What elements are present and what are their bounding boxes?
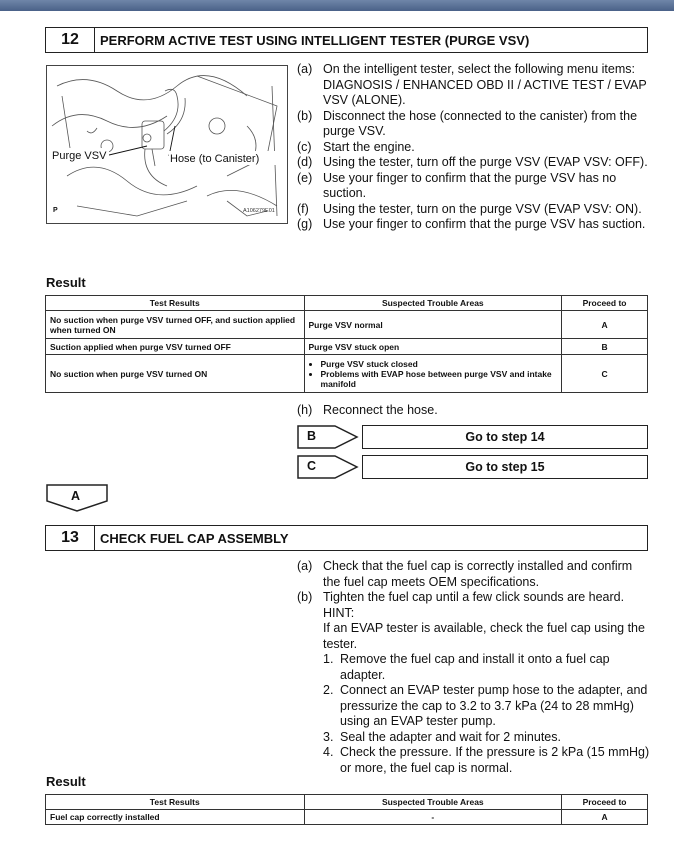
substep-text: Check the pressure. If the pressure is 2 kPa (15 mmHg) or more, the fuel cap is normal. (340, 745, 650, 775)
proceed-cell: B (562, 339, 648, 355)
goto-step-15-link[interactable]: Go to step 15 (362, 455, 648, 479)
proceed-cell: A (562, 311, 648, 339)
test-result-cell: No suction when purge VSV turned ON (46, 355, 305, 393)
instruction-text: Use your finger to confirm that the purge VSV has no suction. (323, 170, 617, 200)
instruction-text: On the intelligent tester, select the following menu items: DIAGNOSIS / ENHANCED OBD II / ACTIVE TEST / EVAP VSV (ALONE). (323, 62, 647, 107)
column-header: Test Results (46, 296, 305, 311)
header-bar (0, 0, 674, 11)
trouble-area-cell: Purge VSV normal (304, 311, 562, 339)
result-heading: Result (46, 275, 86, 290)
instruction-f (297, 202, 653, 218)
result-letter: A (71, 489, 81, 503)
instruction-text: Tighten the fuel cap until a few click sounds are heard. (323, 590, 625, 604)
instruction-c (297, 140, 653, 156)
column-header: Proceed to (562, 296, 648, 311)
step-13-header (45, 525, 648, 551)
column-header: Proceed to (562, 795, 648, 810)
instruction-label: (h) (297, 403, 313, 417)
goto-letter: B (307, 429, 317, 443)
instruction-a (297, 62, 653, 109)
step-title: CHECK FUEL CAP ASSEMBLY (100, 530, 289, 546)
instruction-text: Reconnect the hose. (323, 403, 438, 417)
instruction-text: Using the tester, turn off the purge VSV (EVAP VSV: OFF). (323, 155, 648, 169)
trouble-area-cell (304, 355, 562, 393)
result-table-13 (45, 794, 648, 825)
instruction-label: (g) (297, 217, 313, 231)
trouble-area-item: • Problems with EVAP hose between purge VSV and intake manifold (321, 369, 558, 389)
trouble-area-item: • Purge VSV stuck closed (321, 359, 558, 369)
table-row (46, 355, 648, 393)
substep-number: 4. (323, 745, 334, 759)
step-12-instructions (297, 62, 653, 233)
instruction-label: (f) (297, 201, 309, 216)
hose-label: Hose (to Canister) (170, 153, 260, 165)
substep-number: 3. (323, 729, 334, 744)
table-row (46, 339, 648, 355)
table-row (46, 810, 648, 825)
substep-number: 2. (323, 683, 334, 697)
instruction-text: Start the engine. (323, 139, 415, 154)
purge-vsv-label: Purge VSV (52, 150, 107, 162)
substep (323, 683, 653, 730)
hint-text: If an EVAP tester is available, check the fuel cap using the tester. (323, 621, 645, 651)
table-header-row (46, 795, 648, 810)
substep (323, 652, 653, 683)
instruction-label: (a) (297, 559, 313, 573)
instruction-b (297, 590, 653, 776)
goto-step-14-link[interactable]: Go to step 14 (362, 425, 648, 449)
proceed-cell: A (562, 810, 648, 825)
result-a-arrow[interactable] (46, 484, 108, 512)
instruction-label: (d) (297, 155, 313, 169)
column-header: Suspected Trouble Areas (304, 795, 562, 810)
instruction-label: (b) (297, 108, 313, 123)
instruction-text: Use your finger to confirm that the purge VSV has suction. (323, 217, 646, 231)
instruction-text: Disconnect the hose (connected to the canister) from the purge VSV. (323, 108, 638, 138)
test-result-cell: No suction when purge VSV turned OFF, and suction applied when turned ON (46, 311, 305, 339)
goto-c-arrow[interactable] (297, 455, 359, 479)
proceed-cell: C (562, 355, 648, 393)
instruction-label: (c) (297, 139, 312, 154)
step-number: 13 (46, 526, 95, 550)
substep (323, 745, 653, 776)
instruction-label: (a) (297, 62, 313, 76)
goto-letter: C (307, 459, 317, 473)
test-result-cell: Suction applied when purge VSV turned OFF (46, 339, 305, 355)
figure-code: A106279E01 (243, 208, 275, 214)
goto-b-arrow[interactable] (297, 425, 359, 449)
test-result-cell: Fuel cap correctly installed (46, 810, 305, 825)
substep-number: 1. (323, 652, 334, 666)
hint-label: HINT: (323, 605, 355, 620)
instruction-text: Check that the fuel cap is correctly installed and confirm the fuel cap meets OEM specifications. (323, 559, 633, 589)
result-heading: Result (46, 774, 86, 789)
step-number: 12 (46, 28, 95, 52)
table-row (46, 311, 648, 339)
instruction-d (297, 155, 653, 171)
instruction-a (297, 559, 653, 590)
trouble-area-cell: Purge VSV stuck open (304, 339, 562, 355)
engine-illustration (47, 66, 288, 224)
result-table-12 (45, 295, 648, 393)
substep-text: Seal the adapter and wait for 2 minutes. (340, 729, 561, 744)
instruction-text: Using the tester, turn on the purge VSV (EVAP VSV: ON). (323, 201, 642, 216)
column-header: Suspected Trouble Areas (304, 296, 562, 311)
substep-text: Connect an EVAP tester pump hose to the adapter, and pressurize the cap to 3.2 to 3.7 kPa (24 to 28 mmHg) using an EVAP tester pump. (340, 683, 648, 728)
instruction-e (297, 171, 653, 202)
instruction-g (297, 217, 653, 233)
step-13-instructions (297, 559, 653, 776)
figure-mark: P (53, 207, 58, 214)
substep-text: Remove the fuel cap and install it onto a fuel cap adapter. (340, 652, 610, 682)
instruction-b (297, 109, 653, 140)
step-12-header (45, 27, 648, 53)
instruction-h (297, 403, 653, 419)
trouble-area-cell: - (304, 810, 562, 825)
purge-vsv-diagram (46, 65, 288, 224)
substep (323, 730, 653, 746)
instruction-label: (e) (297, 170, 313, 185)
column-header: Test Results (46, 795, 305, 810)
instruction-label: (b) (297, 590, 313, 604)
table-header-row (46, 296, 648, 311)
step-title: PERFORM ACTIVE TEST USING INTELLIGENT TESTER (PURGE VSV) (100, 32, 530, 48)
